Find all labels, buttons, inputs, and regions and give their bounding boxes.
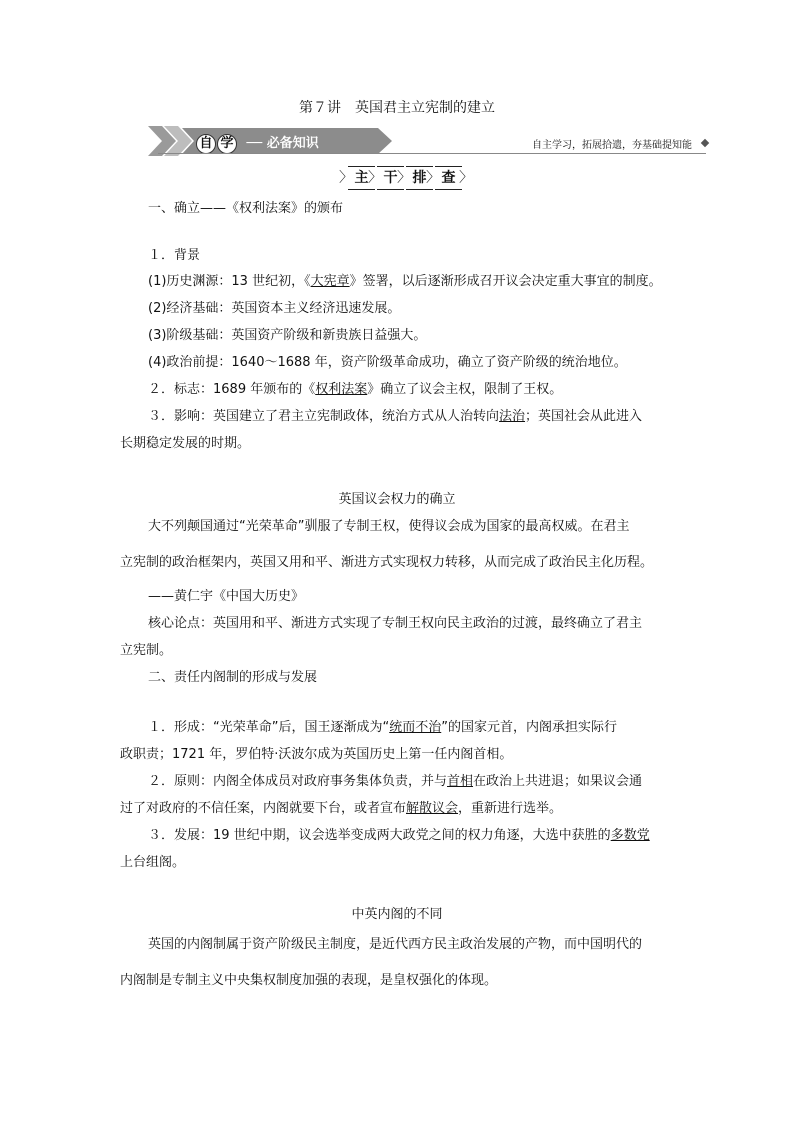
section-tabs (348, 166, 464, 190)
box1-para-1: 大不列颠国通过“光荣革命”驯服了专制王权，使得议会成为国家的最高权威。在君主 (148, 519, 630, 534)
page-title: 第７讲 英国君主立宪制的建立 (299, 100, 495, 116)
s2-line-4: 过了对政府的不信任案，内阁就要下台，或者宣布解散议会，重新进行选举。 (120, 801, 563, 816)
box1-para-2: 立宪制的政治框架内，英国又用和平、渐进方式实现权力转移，从而完成了政治民主化历程。 (120, 555, 654, 570)
box1-title: 英国议会权力的确立 (338, 492, 456, 507)
tab-char-2: 〉 干 (377, 166, 404, 190)
banner-rule (158, 153, 706, 154)
s1-line-8: 长期稳定发展的时期。 (120, 436, 251, 451)
s2-line-6: 上台组阁。 (120, 855, 186, 870)
s1-line-5: (4)政治前提：1640～1688 年，资产阶级革命成功，确立了资产阶级的统治地位。 (148, 355, 627, 370)
section2-heading: 二、责任内阁制的形成与发展 (148, 670, 318, 685)
s2-line-5: ３．发展：19 世纪中期，议会选举变成两大政党之间的权力角逐，大选中获胜的多数党 (148, 828, 650, 843)
banner-char-b: 学 (217, 134, 237, 154)
s1-line-3: (2)经济基础：英国资本主义经济迅速发展。 (148, 301, 401, 316)
s2-line-1: １．形成：“光荣革命”后，国王逐渐成为“统而不治”的国家元首，内阁承担实际行 (148, 720, 617, 735)
s1-line-6: ２．标志：1689 年颁布的《权利法案》确立了议会主权，限制了王权。 (148, 382, 563, 397)
section1-heading: 一、确立——《权利法案》的颁布 (148, 201, 344, 216)
s2-line-2: 政职责；1721 年，罗伯特·沃波尔成为英国历史上第一任内阁首相。 (120, 747, 513, 762)
s1-line-1: １．背景 (148, 248, 201, 263)
banner-char-a: 自 (196, 134, 216, 154)
diamond-icon (701, 139, 709, 147)
s1-line-7: ３．影响：英国建立了君主立宪制政体，统治方式从人治转向法治；英国社会从此进入 (148, 409, 643, 424)
box1-para-4: 核心论点：英国用和平、渐进方式实现了专制王权向民主政治的过渡，最终确立了君主 (148, 616, 643, 631)
box2-title: 中英内阁的不同 (351, 907, 443, 922)
section-banner (148, 126, 708, 158)
box2-para-1: 英国的内阁制属于资产阶级民主制度，是近代西方民主政治发展的产物，而中国明代的 (148, 937, 643, 952)
box1-para-5: 立宪制。 (120, 643, 173, 658)
tab-char-3: 〉 排 (406, 166, 433, 190)
s2-line-3: ２．原则：内阁全体成员对政府事务集体负责，并与首相在政治上共进退；如果议会通 (148, 774, 643, 789)
s1-line-2: (1)历史渊源：13 世纪初，《大宪章》签署，以后逐渐形成召开议会决定重大事宜的制度。 (148, 274, 662, 289)
tab-char-4: 〉 查 〉 (435, 166, 462, 190)
tab-char-1: 〉 主 (348, 166, 375, 190)
box2-para-2: 内阁制是专制主义中央集权制度加强的表现，是皇权强化的体现。 (120, 973, 498, 988)
box1-source: ——黄仁宇《中国大历史》 (148, 589, 305, 604)
banner-label (196, 132, 319, 154)
banner-right-text: 自主学习，拓展拾遗，夯基础提知能 (532, 140, 692, 151)
banner-label-rest: ── 必备知识 (246, 136, 319, 151)
s1-line-4: (3)阶级基础：英国资产阶级和新贵族日益强大。 (148, 328, 427, 343)
